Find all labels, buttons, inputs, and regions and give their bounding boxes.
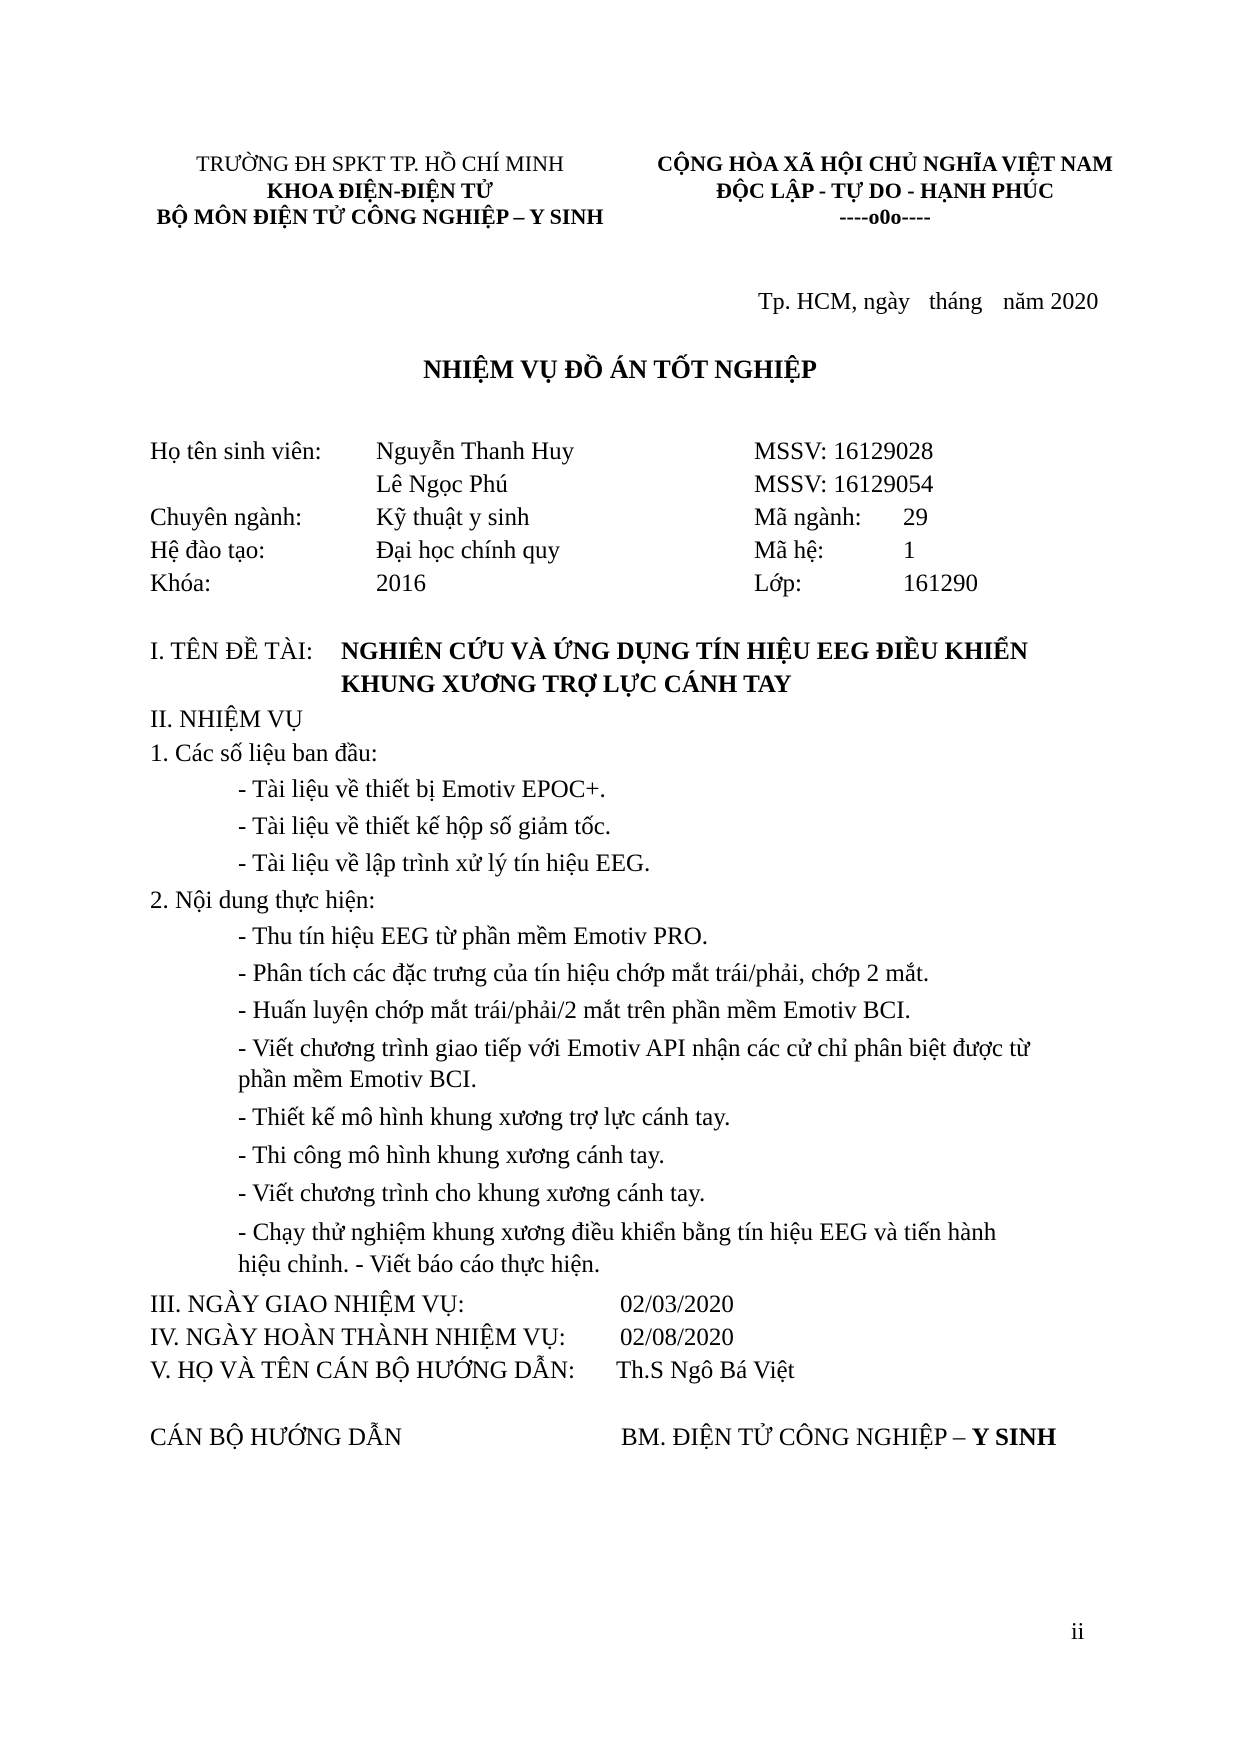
date-place: Tp. HCM, ngày: [758, 289, 910, 315]
signature-supervisor: CÁN BỘ HƯỚNG DẪN: [150, 1424, 403, 1451]
supervisor-label: V. HỌ VÀ TÊN CÁN BỘ HƯỚNG DẪN:: [150, 1357, 575, 1384]
initial-data-heading: 1. Các số liệu ban đầu:: [150, 740, 378, 767]
class-value: 161290: [903, 570, 978, 597]
student-id-2: MSSV: 16129054: [754, 471, 934, 498]
tasks-heading: II. NHIỆM VỤ: [150, 706, 303, 733]
initial-item: - Tài liệu về thiết bị Emotiv EPOC+.: [238, 776, 606, 803]
content-item: - Thu tín hiệu EEG từ phần mềm Emotiv PRO.: [238, 923, 708, 950]
content-item-continued: phần mềm Emotiv BCI.: [238, 1066, 477, 1093]
content-item-continued: hiệu chỉnh. - Viết báo cáo thực hiện.: [238, 1251, 601, 1278]
class-label: Lớp:: [754, 570, 802, 597]
assign-date-label: III. NGÀY GIAO NHIỆM VỤ:: [150, 1291, 465, 1318]
program-code-value: 1: [903, 537, 916, 564]
assign-date-value: 02/03/2020: [620, 1291, 734, 1318]
content-item: - Huấn luyện chớp mắt trái/phải/2 mắt trên phần mềm Emotiv BCI.: [238, 997, 911, 1024]
topic-line-2: KHUNG XƯƠNG TRỢ LỰC CÁNH TAY: [341, 671, 792, 698]
complete-date-label: IV. NGÀY HOÀN THÀNH NHIỆM VỤ:: [150, 1324, 566, 1351]
content-item: - Thi công mô hình khung xương cánh tay.: [238, 1142, 665, 1169]
signature-department-bold: Y SINH: [971, 1424, 1057, 1451]
republic-title: CỘNG HÒA XÃ HỘI CHỦ NGHĨA VIỆT NAM: [657, 151, 1113, 176]
content-item: - Viết chương trình giao tiếp với Emotiv API nhận các cử chỉ phân biệt được từ: [238, 1035, 1030, 1062]
initial-item: - Tài liệu về lập trình xử lý tín hiệu EEG.: [238, 850, 651, 877]
student-name-1: Nguyễn Thanh Huy: [376, 438, 575, 465]
school-name: TRƯỜNG ĐH SPKT TP. HỒ CHÍ MINH: [196, 151, 564, 176]
program-code-label: Mã hệ:: [754, 537, 825, 564]
page-number: ii: [1071, 1619, 1085, 1645]
student-id-1: MSSV: 16129028: [754, 438, 934, 465]
complete-date-value: 02/08/2020: [620, 1324, 734, 1351]
supervisor-name: Th.S Ngô Bá Việt: [616, 1357, 795, 1384]
initial-item: - Tài liệu về thiết kế hộp số giảm tốc.: [238, 813, 612, 840]
major-value: Kỹ thuật y sinh: [376, 504, 530, 531]
motto: ĐỘC LẬP - TỰ DO - HẠNH PHÚC: [716, 178, 1054, 203]
program-value: Đại học chính quy: [376, 537, 560, 564]
signature-department: [621, 1421, 1056, 1454]
content-heading: 2. Nội dung thực hiện:: [150, 887, 376, 914]
cohort-label: Khóa:: [150, 570, 212, 597]
faculty-name: KHOA ĐIỆN-ĐIỆN TỬ: [266, 178, 494, 203]
signature-department-prefix: BM. ĐIỆN TỬ CÔNG NGHIỆP –: [621, 1424, 966, 1451]
header-separator: ----o0o----: [839, 204, 931, 229]
topic-line-1: NGHIÊN CỨU VÀ ỨNG DỤNG TÍN HIỆU EEG ĐIỀU KHIỂN: [341, 638, 1028, 665]
content-item: - Phân tích các đặc trưng của tín hiệu chớp mắt trái/phải, chớp 2 mắt.: [238, 960, 930, 987]
date-month: tháng: [929, 289, 983, 315]
content-item: - Chạy thử nghiệm khung xương điều khiển bằng tín hiệu EEG và tiến hành: [238, 1219, 997, 1246]
student-label: Họ tên sinh viên:: [150, 438, 322, 465]
topic-label: I. TÊN ĐỀ TÀI:: [150, 638, 313, 665]
content-item: - Viết chương trình cho khung xương cánh tay.: [238, 1180, 706, 1207]
major-code-value: 29: [903, 504, 928, 531]
cohort-value: 2016: [376, 570, 426, 597]
major-code-label: Mã ngành:: [754, 504, 862, 531]
student-name-2: Lê Ngọc Phú: [376, 471, 508, 498]
content-item: - Thiết kế mô hình khung xương trợ lực cánh tay.: [238, 1104, 731, 1131]
program-label: Hệ đào tạo:: [150, 537, 266, 564]
date-year: năm 2020: [1003, 289, 1099, 315]
department-name: BỘ MÔN ĐIỆN TỬ CÔNG NGHIỆP – Y SINH: [156, 204, 604, 229]
page-title: NHIỆM VỤ ĐỒ ÁN TỐT NGHIỆP: [423, 355, 817, 384]
major-label: Chuyên ngành:: [150, 504, 303, 531]
